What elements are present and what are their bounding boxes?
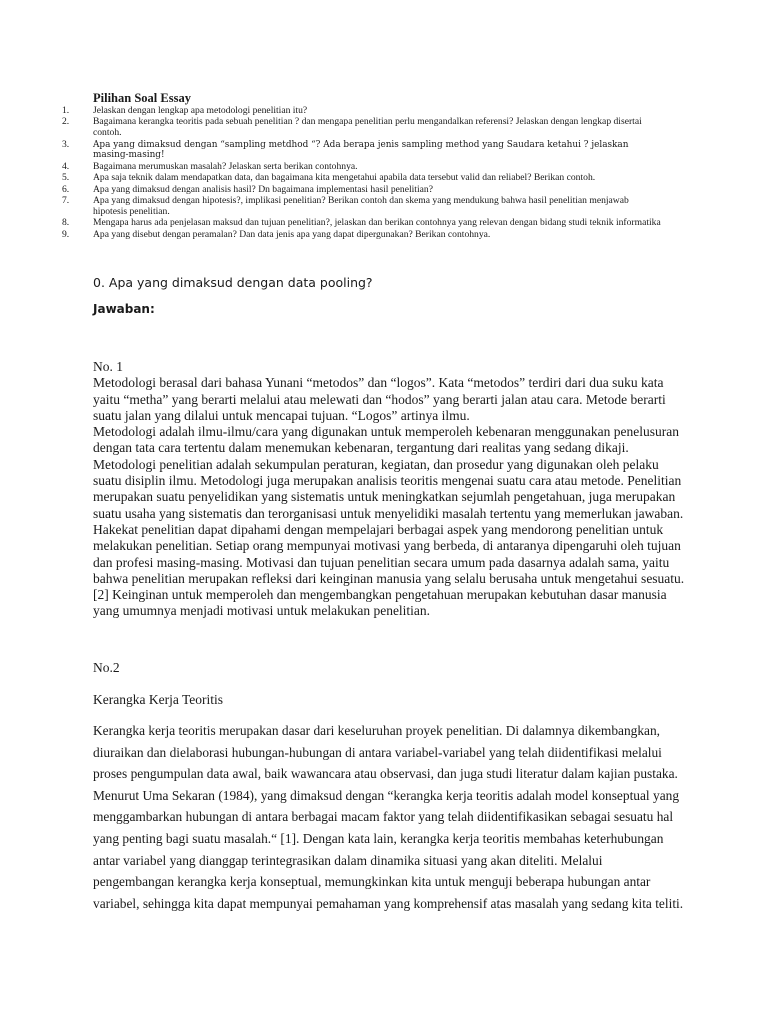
- document-title: Pilihan Soal Essay: [93, 91, 191, 105]
- question-text: Apa yang dimaksud dengan “sampling metdhod “? Ada berapa jenis sampling method yang Saudara ketahui ? jelaskan masing-masing!: [93, 139, 629, 161]
- question-text: Jelaskan dengan lengkap apa metodologi penelitian itu?: [93, 105, 308, 116]
- question-text: Bagaimana kerangka teoritis pada sebuah penelitian ? dan mengapa penelitian perlu mengandalkan referensi? Jelaskan dengan lengkap disertai contoh.: [93, 116, 642, 139]
- section-2-subheading: Kerangka Kerja Teoritis: [93, 692, 224, 707]
- question-number: 7.: [62, 194, 70, 206]
- question-item: [62, 185, 662, 196]
- answers-label: Jawaban:: [93, 302, 155, 316]
- extra-question: 0. Apa yang dimaksud dengan data pooling?: [93, 275, 373, 290]
- question-item: [62, 230, 662, 241]
- question-number: 1.: [62, 105, 70, 116]
- question-number: 4.: [62, 160, 70, 172]
- question-list: [62, 106, 662, 241]
- question-number: 8.: [62, 217, 70, 229]
- question-item: [62, 218, 662, 229]
- section-2-paragraph: Kerangka kerja teoritis merupakan dasar dari keseluruhan proyek penelitian. Di dalamnya dikembangkan, diuraikan dan dielaborasi hubungan-hubungan di antara variabel-variabel yang telah diidentifikasi melalui proses pengumpulan data awal, baik wawancara atau observasi, dan juga studi literatur dalam kajian pustaka. Menurut Uma Sekaran (1984), yang dimaksud dengan “kerangka kerja teoritis adalah model konseptual yang menggambarkan hubungan di antara berbagai macam faktor yang telah diidentifikasikan sebagai sesuatu hal yang penting bagi suatu masalah.“ [1]. Dengan kata lain, kerangka kerja teoritis membahas keterhubungan antar variabel yang dianggap terintegrasikan dalam dinamika situasi yang akan diteliti. Melalui pengembangan kerangka kerja konseptual, memungkinkan kita untuk menguji beberapa hubungan antar variabel, sehingga kita dapat mempunyai pemahaman yang komprehensif atas masalah yang sedang kita teliti.: [93, 723, 684, 911]
- question-item: [62, 106, 662, 117]
- section-1-paragraph: Metodologi penelitian adalah sekumpulan peraturan, kegiatan, dan prosedur yang digunakan oleh pelaku suatu disiplin ilmu. Metodologi juga merupakan analisis teoritis mengenai suatu cara atau metode. Penelitian merupakan suatu penyelidikan yang sistematis untuk meningkatkan sejumlah pengetahuan, juga merupakan suatu usaha yang sistematis dan terorganisasi untuk menyelidiki masalah tertentu yang memerlukan jawaban. Hakekat penelitian dapat dipahami dengan mempelajari berbagai aspek yang mendorong penelitian untuk melakukan penelitian. Setiap orang mempunyai motivasi yang berbeda, di antaranya dipengaruhi oleh tujuan dan profesi masing-masing. Motivasi dan tujuan penelitian secara umum pada dasarnya adalah sama, yaitu bahwa penelitian merupakan refleksi dari keinginan manusia yang selalu berusaha untuk mengetahui sesuatu. [2] Keinginan untuk memperoleh dan mengembangkan pengetahuan merupakan kebutuhan dasar manusia yang umumnya menjadi motivasi untuk melakukan penelitian.: [93, 456, 685, 619]
- section-2-heading: No.2: [93, 660, 120, 675]
- question-number: 9.: [62, 228, 70, 240]
- question-item: [62, 140, 662, 162]
- section-1-heading: No. 1: [93, 359, 123, 374]
- question-text: Apa yang dimaksud dengan analisis hasil? Dn bagaimana implementasi hasil penelitian?: [93, 183, 433, 195]
- question-number: 6.: [62, 183, 70, 195]
- question-number: 3.: [62, 138, 70, 150]
- question-item: [62, 173, 662, 184]
- question-text: Apa yang disebut dengan peramalan? Dan data jenis apa yang dapat dipergunakan? Berikan contohnya.: [93, 228, 491, 240]
- question-number: 5.: [62, 172, 70, 184]
- question-item: [62, 196, 662, 218]
- question-number: 2.: [62, 116, 70, 128]
- question-item: [62, 162, 662, 173]
- question-text: Apa saja teknik dalam mendapatkan data, dan bagaimana kita mengetahui apabila data tersebut valid dan reliabel? Berikan contoh.: [93, 172, 596, 184]
- question-item: [62, 117, 662, 139]
- question-text: Bagaimana merumuskan masalah? Jelaskan serta berikan contohnya.: [93, 160, 358, 172]
- question-text: Apa yang dimaksud dengan hipotesis?, implikasi penelitian? Berikan contoh dan skema yang mendukung bahwa hasil penelitian menjawab hipotesis penelitian.: [93, 194, 629, 217]
- question-text: Mengapa harus ada penjelasan maksud dan tujuan penelitian?, jelaskan dan berikan contohnya yang relevan dengan bidang studi teknik informatika: [93, 217, 661, 229]
- answer-section-1: [93, 359, 685, 620]
- section-1-paragraph: Metodologi berasal dari bahasa Yunani “metodos” dan “logos”. Kata “metodos” terdiri dari dua suku kata yaitu “metha” yang berarti melalui atau melewati dan “hodos” yang berarti jalan atau cara. Metode berarti suatu jalan yang dilalui untuk mencapai tujuan. “Logos” artinya ilmu.: [93, 375, 666, 423]
- section-1-paragraph: Metodologi adalah ilmu-ilmu/cara yang digunakan untuk memperoleh kebenaran menggunakan penelusuran dengan tata cara tertentu dalam menemukan kebenaran, tergantung dari realitas yang sedang dikaji.: [93, 424, 679, 456]
